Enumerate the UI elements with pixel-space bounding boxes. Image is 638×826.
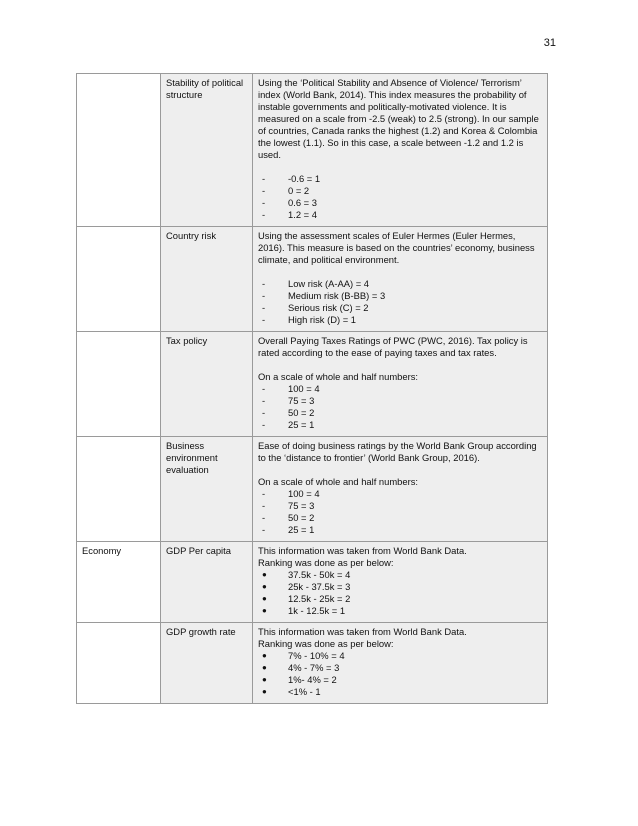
criterion-cell: GDP growth rate xyxy=(161,623,253,704)
scale-list xyxy=(258,383,543,431)
list-item: - 50 = 2 xyxy=(258,512,543,524)
list-item: - 100 = 4 xyxy=(258,488,543,500)
list-item: ● 12.5k - 25k = 2 xyxy=(258,593,543,605)
table-row xyxy=(77,542,548,623)
list-item: ● 4% - 7% = 3 xyxy=(258,662,543,674)
list-item: ● 7% - 10% = 4 xyxy=(258,650,543,662)
description-cell xyxy=(253,227,548,332)
scale-note: On a scale of whole and half numbers: xyxy=(258,371,418,382)
list-item: - -0.6 = 1 xyxy=(258,173,543,185)
list-item: - 100 = 4 xyxy=(258,383,543,395)
description-cell xyxy=(253,437,548,542)
description-text: Using the assessment scales of Euler Hermes (Euler Hermes, 2016). This measure is based on the countries’ economy, business climate, and political environment. xyxy=(258,230,535,265)
list-item: - Medium risk (B-BB) = 3 xyxy=(258,290,543,302)
criterion-cell: Tax policy xyxy=(161,332,253,437)
list-item: - Low risk (A-AA) = 4 xyxy=(258,278,543,290)
list-item: - 75 = 3 xyxy=(258,395,543,407)
list-item: - 50 = 2 xyxy=(258,407,543,419)
list-item: ● 25k - 37.5k = 3 xyxy=(258,581,543,593)
criterion-cell: GDP Per capita xyxy=(161,542,253,623)
description-text: Overall Paying Taxes Ratings of PWC (PWC, 2016). Tax policy is rated according to the ease of paying taxes and tax rates. xyxy=(258,335,528,358)
scale-list xyxy=(258,569,543,617)
criterion-cell: Stability of political structure xyxy=(161,74,253,227)
criteria-table xyxy=(76,73,548,704)
table-row xyxy=(77,332,548,437)
description-cell xyxy=(253,74,548,227)
list-item: - 0.6 = 3 xyxy=(258,197,543,209)
list-item: - 1.2 = 4 xyxy=(258,209,543,221)
description-text: Ranking was done as per below: xyxy=(258,557,394,568)
page-number: 31 xyxy=(543,37,556,49)
description-cell xyxy=(253,332,548,437)
category-cell xyxy=(77,623,161,704)
table-row xyxy=(77,227,548,332)
list-item: - 25 = 1 xyxy=(258,419,543,431)
list-item: ● 1k - 12.5k = 1 xyxy=(258,605,543,617)
description-cell xyxy=(253,623,548,704)
scale-list xyxy=(258,173,543,221)
description-text: Ranking was done as per below: xyxy=(258,638,394,649)
criterion-cell: Country risk xyxy=(161,227,253,332)
description-text: This information was taken from World Bank Data. xyxy=(258,626,467,637)
list-item: ● 1%- 4% = 2 xyxy=(258,674,543,686)
scale-list xyxy=(258,278,543,326)
list-item: ● <1% - 1 xyxy=(258,686,543,698)
list-item: - 75 = 3 xyxy=(258,500,543,512)
description-text: Using the ‘Political Stability and Absence of Violence/ Terrorism’ index (World Bank, 2014). This index measures the probability of instable governments and politically-motivated violence. It is measured on a scale from -2.5 (weak) to 2.5 (strong). In our sample of countries, Canada ranks the highest (1.2) and Korea & Colombia the lowest (1.1). So in this case, a scale between -1.2 and 1.2 is used. xyxy=(258,77,539,160)
list-item: - 25 = 1 xyxy=(258,524,543,536)
description-text: Ease of doing business ratings by the World Bank Group according to the ‘distance to frontier’ (World Bank Group, 2016). xyxy=(258,440,537,463)
criterion-cell: Business environment evaluation xyxy=(161,437,253,542)
scale-list xyxy=(258,650,543,698)
list-item: - Serious risk (C) = 2 xyxy=(258,302,543,314)
scale-note: On a scale of whole and half numbers: xyxy=(258,476,418,487)
list-item: - High risk (D) = 1 xyxy=(258,314,543,326)
table-row xyxy=(77,74,548,227)
table-row xyxy=(77,437,548,542)
category-cell xyxy=(77,332,161,437)
list-item: - 0 = 2 xyxy=(258,185,543,197)
category-cell xyxy=(77,74,161,227)
description-text: This information was taken from World Bank Data. xyxy=(258,545,467,556)
category-cell xyxy=(77,437,161,542)
scale-list xyxy=(258,488,543,536)
category-cell xyxy=(77,227,161,332)
list-item: ● 37.5k - 50k = 4 xyxy=(258,569,543,581)
description-cell xyxy=(253,542,548,623)
category-cell: Economy xyxy=(77,542,161,623)
table-row xyxy=(77,623,548,704)
